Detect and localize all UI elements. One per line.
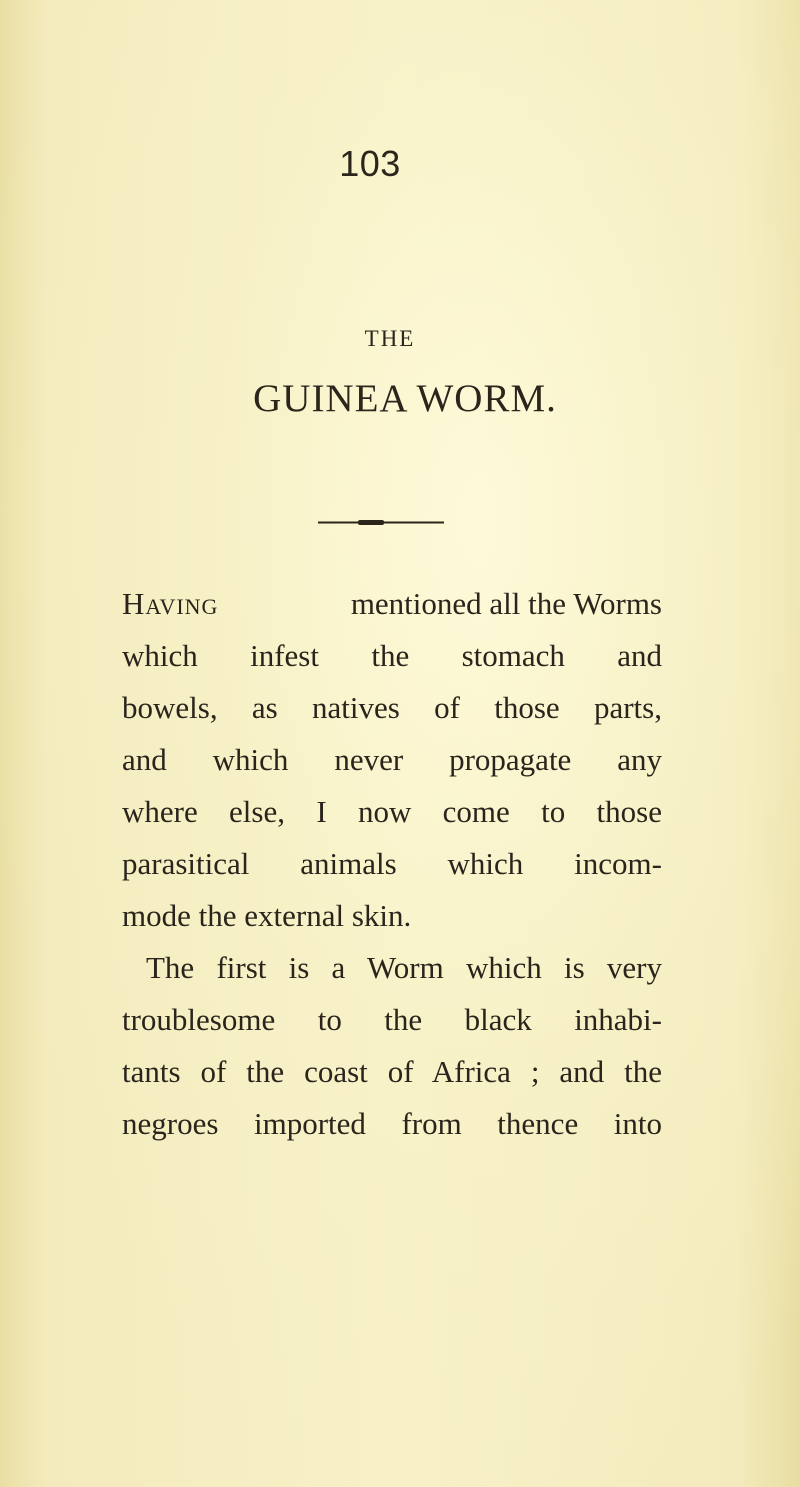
chapter-title: GUINEA WORM. [253, 377, 557, 420]
text-line [122, 1098, 662, 1150]
text-line [122, 942, 662, 994]
text-line [122, 890, 662, 942]
line-rest: mentioned all the Worms [350, 586, 662, 621]
text-line [122, 682, 662, 734]
text-line [122, 1046, 662, 1098]
heading-the: THE [364, 326, 416, 351]
line-text: mode the external skin. [122, 898, 412, 933]
body-text [122, 578, 662, 1150]
text-line [122, 734, 662, 786]
line-text: where else, I now come to those [122, 794, 662, 829]
text-line [122, 994, 662, 1046]
page-number: 103 [339, 143, 401, 184]
line-text: tants of the coast of Africa ; and the [122, 1054, 662, 1089]
line-text: and which never propagate any [122, 742, 662, 777]
text-line [122, 578, 662, 630]
line-text: bowels, as natives of those parts, [122, 690, 662, 725]
line-text: negroes imported from thence into [122, 1106, 662, 1141]
line-text: The first is a Worm which is very [146, 950, 662, 985]
line-text: troublesome to the black inhabi- [122, 1002, 662, 1037]
line-text: which infest the stomach and [122, 638, 662, 673]
text-line [122, 630, 662, 682]
text-line [122, 838, 662, 890]
line-text: parasitical animals which incom- [122, 846, 662, 881]
text-line [122, 786, 662, 838]
first-word: Having [122, 586, 219, 621]
ornamental-rule [318, 520, 444, 525]
